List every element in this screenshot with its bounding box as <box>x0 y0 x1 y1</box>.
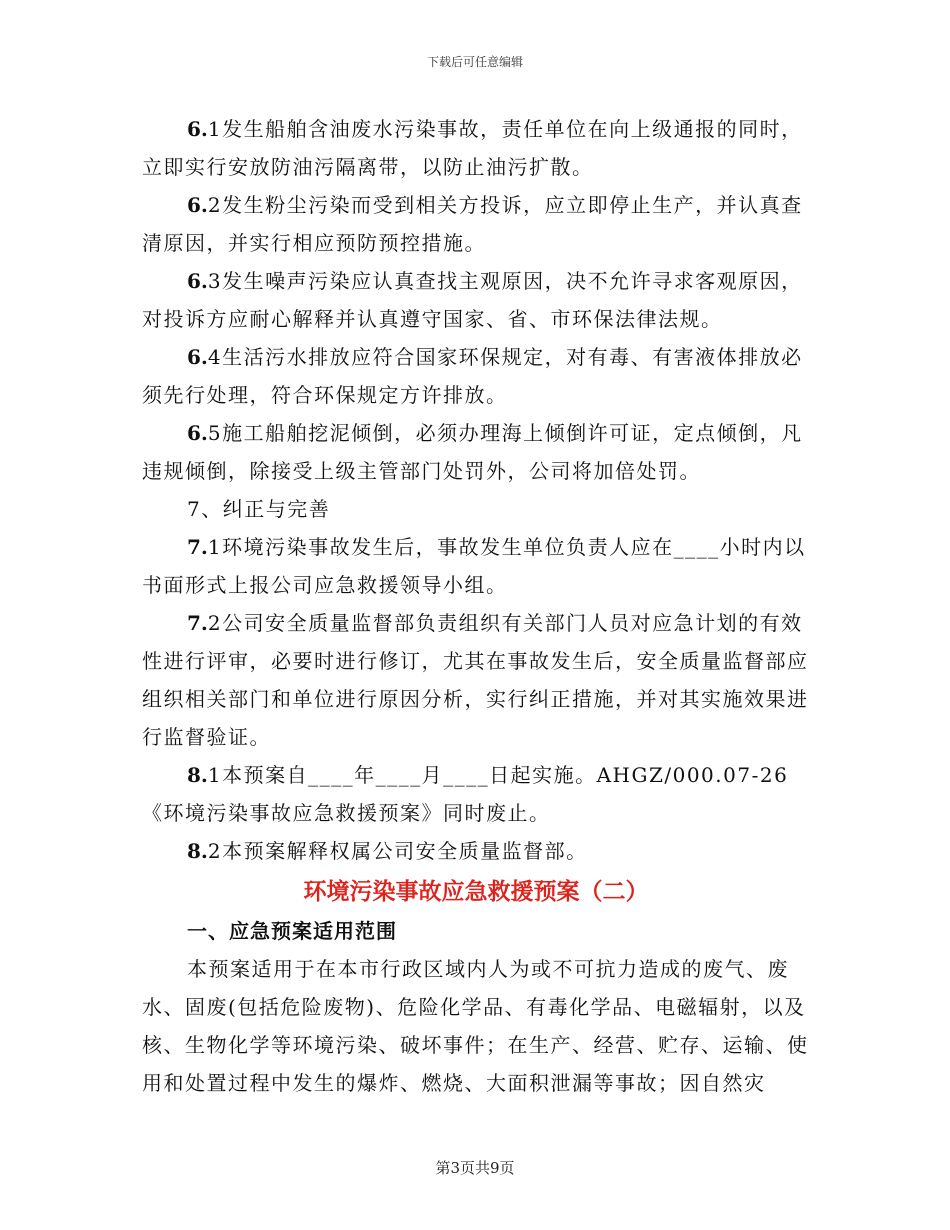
section-7-heading <box>142 490 810 528</box>
page-header: 下载后可任意编辑 <box>426 55 523 69</box>
paragraph-6-2 <box>142 186 810 262</box>
paragraph-6-4 <box>142 338 810 414</box>
paragraph-text: 1环境污染事故发生后，事故发生单位负责人应在____小时内以书面形式上报公司应急救援领导小组。 <box>142 535 806 597</box>
document-title: 环境污染事故应急救援预案（二） <box>303 879 649 905</box>
paragraph-6-1 <box>142 110 810 186</box>
paragraph-number: 6. <box>187 345 208 369</box>
paragraph-number: 6. <box>187 117 208 141</box>
paragraph-text: 5施工船舶挖泥倾倒，必须办理海上倾倒许可证，定点倾倒，凡违规倾倒，除接受上级主管部门处罚外，公司将加倍处罚。 <box>142 421 803 483</box>
paragraph-8-1 <box>142 756 810 832</box>
page-footer: 第3页共9页 <box>435 1159 515 1177</box>
section-body: 本预案适用于在本市行政区域内人为或不可抗力造成的废气、废水、固废(包括危险废物)、危险化学品、有毒化学品、电磁辐射，以及核、生物化学等环境污染、破坏事件；在生产、经营、贮存、运输、使用和处置过程中发生的爆炸、燃烧、大面积泄漏等事故；因自然灾 <box>142 957 809 1095</box>
paragraph-number: 7. <box>187 535 208 559</box>
section-heading: 一、应急预案适用范围 <box>187 919 397 943</box>
paragraph-text: 7、纠正与完善 <box>187 497 331 521</box>
paragraph-8-2 <box>142 832 810 870</box>
paragraph-number: 7. <box>187 611 208 635</box>
paragraph-text: 2本预案解释权属公司安全质量监督部。 <box>207 839 588 863</box>
paragraph-7-1 <box>142 528 810 604</box>
paragraph-text: 1发生船舶含油废水污染事故，责任单位在向上级通报的同时，立即实行安放防油污隔离带，以防止油污扩散。 <box>142 117 803 179</box>
paragraph-text: 4生活污水排放应符合国家环保规定，对有毒、有害液体排放必须先行处理，符合环保规定方许排放。 <box>142 345 803 407</box>
paragraph-6-3 <box>142 262 810 338</box>
paragraph-text: 3发生噪声污染应认真查找主观原因，决不允许寻求客观原因，对投诉方应耐心解释并认真遵守国家、省、市环保法律法规。 <box>142 269 803 331</box>
paragraph-number: 6. <box>187 193 208 217</box>
paragraph-number: 8. <box>187 763 208 787</box>
paragraph-text: 1本预案自____年____月____日起实施。AHGZ/000.07-26《环境污染事故应急救援预案》同时废止。 <box>142 763 789 825</box>
document-body <box>142 110 810 1102</box>
paragraph-text: 2公司安全质量监督部负责组织有关部门人员对应急计划的有效性进行评审，必要时进行修订，尤其在事故发生后，安全质量监督部应组织相关部门和单位进行原因分析，实行纠正措施，并对其实施效果进行监督验证。 <box>142 611 809 749</box>
paragraph-number: 8. <box>187 839 208 863</box>
paragraph-7-2 <box>142 604 810 756</box>
paragraph-text: 2发生粉尘污染而受到相关方投诉，应立即停止生产，并认真查清原因，并实行相应预防预控措施。 <box>142 193 803 255</box>
paragraph-6-5 <box>142 414 810 490</box>
paragraph-number: 6. <box>187 269 208 293</box>
paragraph-number: 6. <box>187 421 208 445</box>
